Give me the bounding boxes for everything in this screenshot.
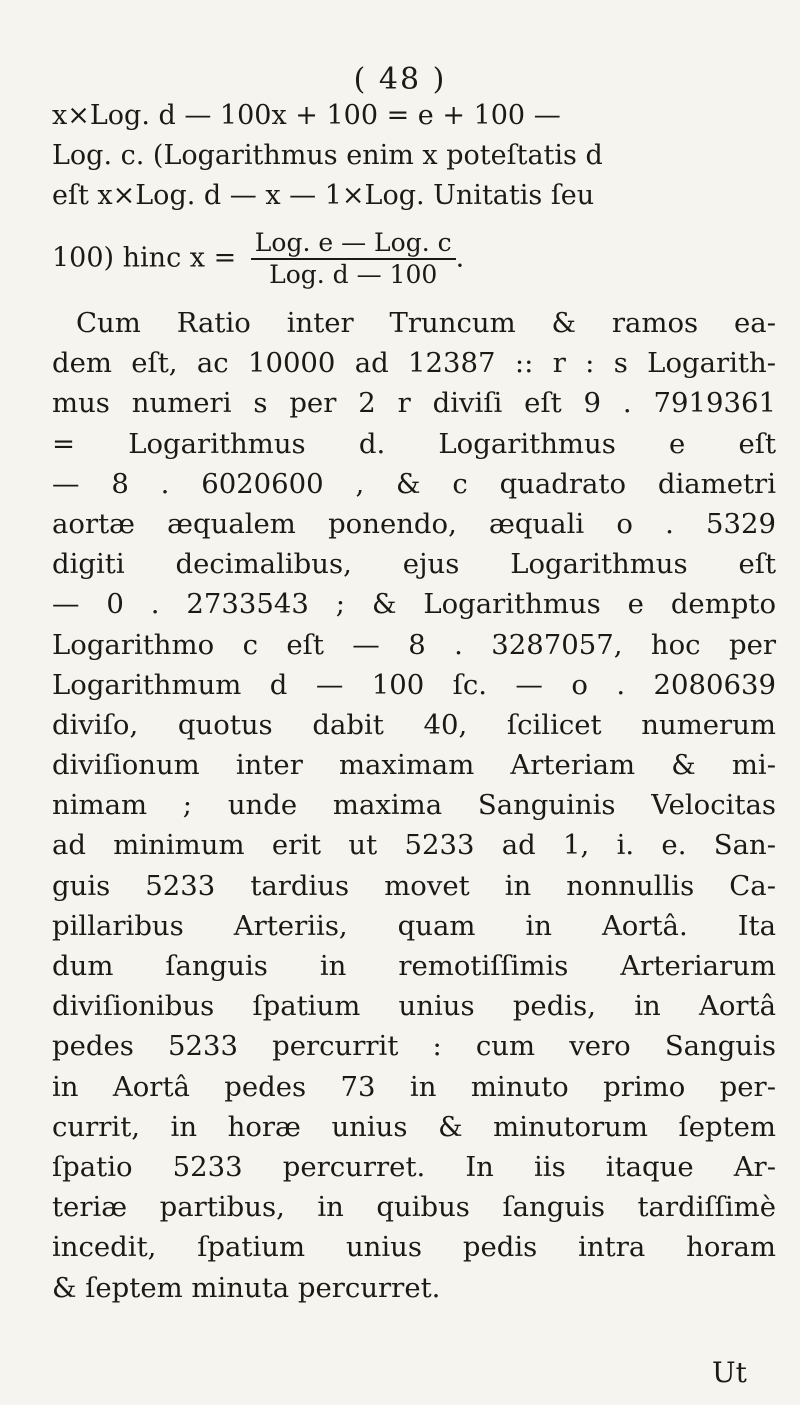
text-line: incedit, ſpatium unius pedis intra horam xyxy=(52,1231,776,1264)
catchword: Ut xyxy=(712,1356,747,1389)
text-line: nimam ; unde maxima Sanguinis Velocitas xyxy=(52,789,776,822)
text-line: diviſionum inter maximam Arteriam & mi- xyxy=(52,749,776,782)
text-line: teriæ partibus, in quibus ſanguis tardiſſimè xyxy=(52,1191,776,1224)
formula-line-2: Log. c. (Logarithmus enim x poteſtatis d xyxy=(52,140,603,171)
text-line: = Logarithmus d. Logarithmus e eſt xyxy=(52,427,776,460)
text-line: Logarithmo c eſt — 8 . 3287057, hoc per xyxy=(52,628,776,661)
text-line: mus numeri s per 2 r diviſi eſt 9 . 7919361 xyxy=(52,387,776,420)
formula-line-1: x×Log. d — 100x + 100 = e + 100 — xyxy=(52,100,561,131)
text-line: Cum Ratio inter Truncum & ramos ea- xyxy=(76,307,776,339)
text-line: pillaribus Arteriis, quam in Aortâ. Ita xyxy=(52,909,776,942)
text-line: diviſionibus ſpatium unius pedis, in Aortâ xyxy=(52,990,776,1023)
text-line: ſpatio 5233 percurret. In iis itaque Ar- xyxy=(52,1150,776,1183)
text-line: currit, in horæ unius & minutorum ſeptem xyxy=(52,1110,776,1143)
text-line: Logarithmum d — 100 ſc. — o . 2080639 xyxy=(52,668,776,701)
text-line: & ſeptem minuta percurret. xyxy=(52,1271,441,1304)
text-line: — 8 . 6020600 , & c quadrato diametri xyxy=(52,467,776,500)
formula-line-3: eſt x×Log. d — x — 1×Log. Unitatis ſeu xyxy=(52,180,595,211)
text-line: dem eſt, ac 10000 ad 12387 :: r : s Logarith- xyxy=(52,347,776,380)
fraction-denominator: Log. d — 100 xyxy=(269,260,438,289)
text-line: aortæ æqualem ponendo, æquali o . 5329 xyxy=(52,507,776,540)
text-line: dum ſanguis in remotiſſimis Arteriarum xyxy=(52,950,776,982)
text-line: diviſo, quotus dabit 40, ſcilicet numerum xyxy=(52,708,776,741)
page-number: ( 48 ) xyxy=(353,62,447,97)
fraction-equation: 100) hinc x = $\frac{\text{Log. e — Log. c}}{\text{Log. d — 100}}$ . xyxy=(52,228,465,289)
fraction xyxy=(251,228,456,290)
text-line: ad minimum erit ut 5233 ad 1, i. e. San- xyxy=(52,829,776,862)
text-line: digiti decimalibus, ejus Logarithmus eſt xyxy=(52,548,776,581)
fraction-prefix: 100) hinc x = xyxy=(52,242,237,274)
text-line: — 0 . 2733543 ; & Logarithmus e dempto xyxy=(52,588,776,621)
text-line: in Aortâ pedes 73 in minuto primo per- xyxy=(52,1070,776,1103)
fraction-numerator: Log. e — Log. c xyxy=(251,228,456,260)
text-line: pedes 5233 percurrit : cum vero Sanguis xyxy=(52,1030,776,1063)
body-text xyxy=(52,303,776,1308)
text-line: guis 5233 tardius movet in nonnullis Ca- xyxy=(52,869,776,902)
